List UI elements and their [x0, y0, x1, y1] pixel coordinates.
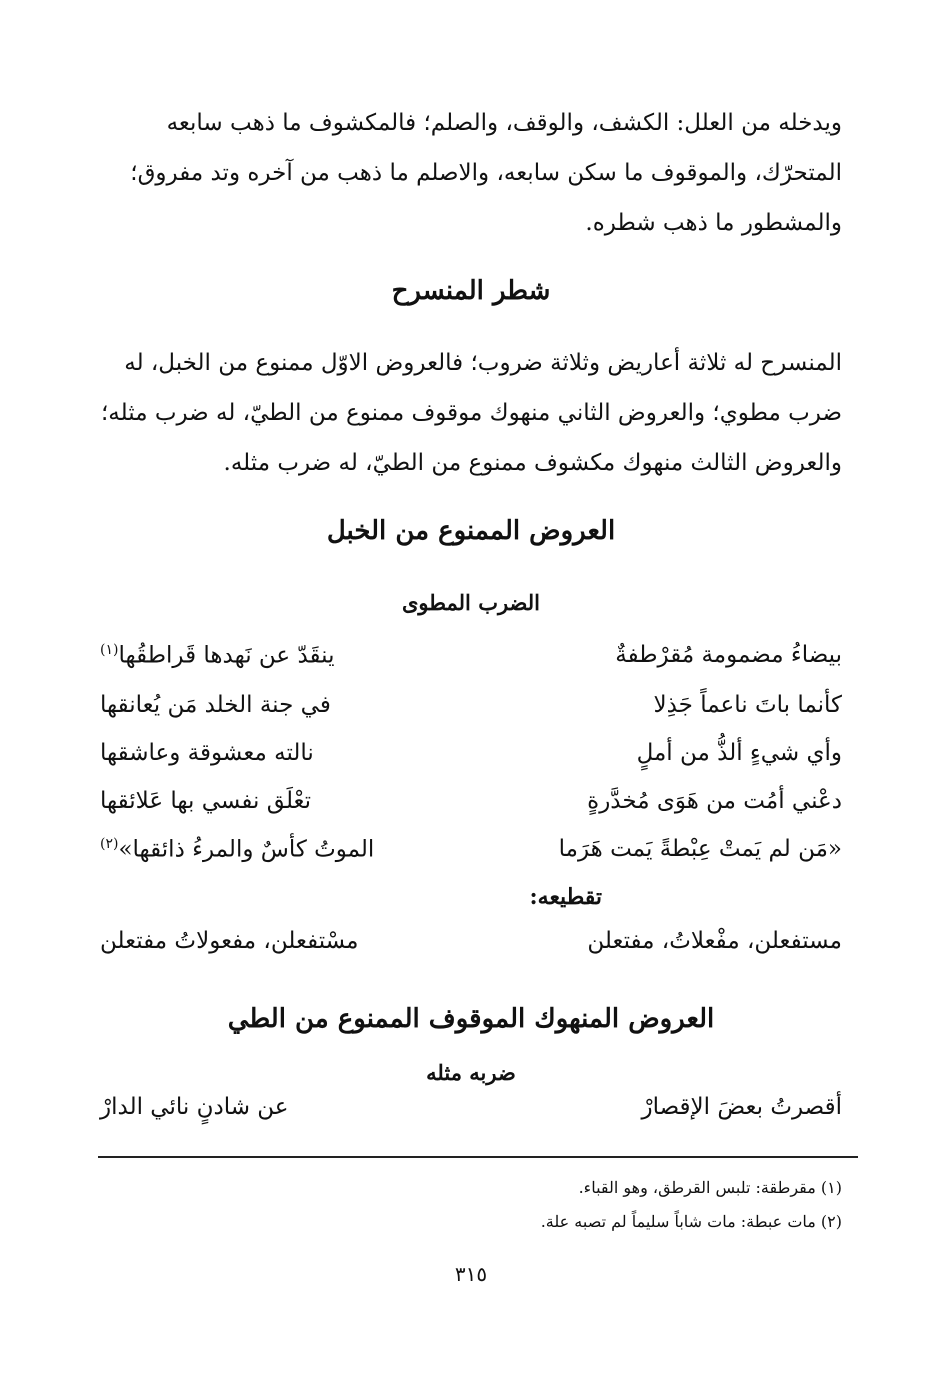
subsection-title: العروض المنهوك الموقوف الممنوع من الطي — [227, 1004, 715, 1034]
body-line: المنسرح له ثلاثة أعاريض وثلاثة ضروب؛ فالعروض الاوّل ممنوع من الخبل، له — [124, 350, 842, 376]
verse-second-hemistich: عن شادنٍ نائي الدارْ — [100, 1094, 289, 1120]
subsection-title: العروض الممنوع من الخبل — [326, 516, 616, 546]
body-line: ضرب مطوي؛ والعروض الثاني منهوك موقوف ممنوع من الطيّ، له ضرب مثله؛ — [101, 400, 842, 426]
verse-first-hemistich: وأي شيءٍ ألذُّ من أملٍ — [636, 740, 842, 766]
page-number: ٣١٥ — [454, 1262, 488, 1286]
footnote-ref: (٢) — [100, 836, 119, 852]
scansion-label: تقطيعه: — [529, 884, 602, 910]
intro-line: ويدخله من العلل: الكشف، والوقف، والصلم؛ فالمكشوف ما ذهب سابعه — [166, 110, 842, 136]
verse-row — [100, 642, 842, 688]
verse-second-hemistich — [100, 642, 440, 669]
subsection-subtitle: ضربه مثله — [426, 1060, 516, 1085]
footnote-ref: (١) — [100, 642, 119, 658]
footnote-divider — [98, 1156, 858, 1158]
verse-row — [100, 836, 842, 882]
verse-first-hemistich: دعْني أمُت من هَوَى مُخدَّرةٍ — [587, 788, 842, 814]
verse-row — [100, 692, 842, 738]
verse-first-hemistich: كأنما باتَ ناعماً جَذِلا — [653, 692, 842, 718]
scansion-first-half: مستفعلن، مفْعلاتُ، مفتعلن — [587, 928, 842, 954]
verse-second-hemistich — [100, 836, 440, 863]
footnotes — [100, 1176, 842, 1234]
verse-first-hemistich: «مَن لم يَمتْ عِبْطةً يَمت هَرَما — [558, 836, 842, 862]
section-title: شطر المنسرح — [391, 276, 551, 306]
body-paragraph — [100, 338, 842, 488]
verse-second-hemistich: تعْلَق نفسي بها عَلائقها — [100, 788, 312, 814]
verse-first-hemistich: أقصرتُ بعضَ الإقصارْ — [641, 1094, 842, 1120]
verse-second-hemistich-text: ينقَدّ عن نَهدها قَراطقُها — [118, 642, 335, 669]
intro-line: المتحرّك، والموقوف ما سكن سابعه، والاصلم ما ذهب من آخره وتد مفروق؛ — [130, 160, 842, 186]
footnote-item: (٢) مات عبطة: مات شاباً سليماً لم تصبه علة. — [540, 1212, 842, 1231]
verse-second-hemistich-text: الموتُ كأسٌ والمرءُ ذائقها» — [118, 836, 375, 863]
verse-first-hemistich: بيضاءُ مضمومة مُقرْطفةٌ — [615, 642, 842, 668]
verse-row — [100, 1094, 842, 1140]
scansion-row — [100, 928, 842, 974]
intro-line: والمشطور ما ذهب شطره. — [585, 210, 842, 236]
subsection-subtitle: الضرب المطوى — [402, 590, 540, 615]
verse-row — [100, 788, 842, 834]
intro-paragraph — [100, 98, 842, 248]
verse-row — [100, 740, 842, 786]
footnote-item: (١) مقرطقة: تلبس القرطق، وهو القباء. — [578, 1178, 842, 1197]
verse-second-hemistich: في جنة الخلد مَن يُعانقها — [100, 692, 331, 718]
verse-second-hemistich: نالته معشوقة وعاشقها — [100, 740, 314, 766]
body-line: والعروض الثالث منهوك مكشوف ممنوع من الطيّ، له ضرب مثله. — [223, 450, 842, 476]
scansion-second-half: مسْتفعلن، مفعولاتُ مفتعلن — [100, 928, 359, 954]
